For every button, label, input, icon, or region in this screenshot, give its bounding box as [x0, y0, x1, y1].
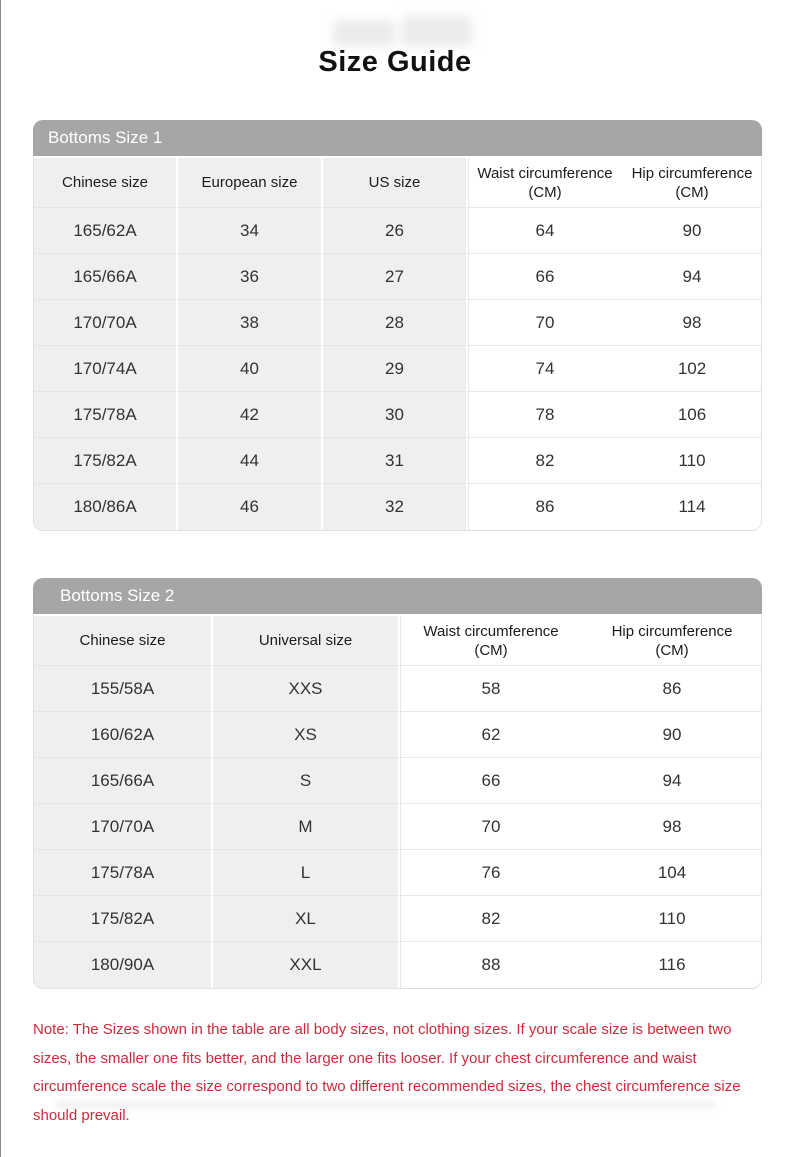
- table-row: [34, 804, 762, 850]
- column-header: European size: [178, 158, 323, 208]
- table-cell: 175/78A: [34, 850, 213, 896]
- table-row: [34, 392, 762, 438]
- table-cell: 66: [468, 254, 621, 300]
- table-cell: 78: [468, 392, 621, 438]
- column-header: US size: [323, 158, 468, 208]
- column-header: Chinese size: [34, 158, 178, 208]
- table-cell: 86: [581, 666, 762, 712]
- table-cell: 76: [400, 850, 581, 896]
- table-cell: 170/70A: [34, 804, 213, 850]
- column-header: Waist circumference (CM): [468, 158, 621, 208]
- table-cell: S: [213, 758, 400, 804]
- table-cell: 31: [323, 438, 468, 484]
- table-cell: 88: [400, 942, 581, 988]
- table-row: [34, 712, 762, 758]
- table-cell: 86: [468, 484, 621, 530]
- column-header: Universal size: [213, 616, 400, 666]
- table-cell: 46: [178, 484, 323, 530]
- table-cell: 70: [468, 300, 621, 346]
- table-title: Bottoms Size 2: [60, 586, 175, 605]
- table-cell: 64: [468, 208, 621, 254]
- table-cell: 40: [178, 346, 323, 392]
- table-cell: 34: [178, 208, 323, 254]
- table-cell: 170/70A: [34, 300, 178, 346]
- table-cell: 62: [400, 712, 581, 758]
- table-cell: 180/86A: [34, 484, 178, 530]
- column-header: Waist circumference (CM): [400, 616, 581, 666]
- watermark: [402, 16, 472, 46]
- table-cell: 70: [400, 804, 581, 850]
- table-cell: 165/66A: [34, 254, 178, 300]
- column-header: Chinese size: [34, 616, 213, 666]
- table-cell: 110: [581, 896, 762, 942]
- table-cell: 38: [178, 300, 323, 346]
- table-row: [34, 254, 762, 300]
- table-cell: 180/90A: [34, 942, 213, 988]
- table-cell: 175/78A: [34, 392, 178, 438]
- table-row: [34, 346, 762, 392]
- table-cell: 102: [621, 346, 762, 392]
- table-cell: XXS: [213, 666, 400, 712]
- table-row: [34, 208, 762, 254]
- table-cell: 110: [621, 438, 762, 484]
- table-cell: 98: [621, 300, 762, 346]
- table-cell: 82: [400, 896, 581, 942]
- table-row: [34, 438, 762, 484]
- table-title: Bottoms Size 1: [48, 128, 163, 147]
- table-cell: 94: [581, 758, 762, 804]
- page-left-border: [0, 0, 1, 1157]
- table-cell: L: [213, 850, 400, 896]
- table-title-bar: [33, 120, 762, 156]
- table-cell: 175/82A: [34, 438, 178, 484]
- size-note: Note: The Sizes shown in the table are all body sizes, not clothing sizes. If your scale size is between two sizes, the smaller one fits better, and the larger one fits looser. If your chest circumference and waist circumference scale the size correspond to two different recommended sizes, the chest circumference size should prevail.: [33, 1021, 741, 1124]
- page-title: Size Guide: [318, 46, 472, 78]
- table-cell: 36: [178, 254, 323, 300]
- table-row: [34, 484, 762, 530]
- table-cell: 58: [400, 666, 581, 712]
- table-cell: 116: [581, 942, 762, 988]
- table-row: [34, 896, 762, 942]
- table-cell: 98: [581, 804, 762, 850]
- table-header-row: [34, 616, 762, 666]
- table-body: [33, 616, 762, 989]
- table-body: [33, 158, 762, 531]
- table-row: [34, 942, 762, 988]
- column-header: Hip circumference (CM): [581, 616, 762, 666]
- table-row: [34, 758, 762, 804]
- table-cell: 44: [178, 438, 323, 484]
- table-cell: XS: [213, 712, 400, 758]
- table-row: [34, 300, 762, 346]
- table-title-bar: [33, 578, 762, 614]
- table-cell: 30: [323, 392, 468, 438]
- table-cell: 104: [581, 850, 762, 896]
- table-cell: 28: [323, 300, 468, 346]
- table-cell: 42: [178, 392, 323, 438]
- table-cell: 32: [323, 484, 468, 530]
- table-cell: M: [213, 804, 400, 850]
- table-cell: 90: [581, 712, 762, 758]
- bottoms-size-1-table: [33, 120, 762, 531]
- table-cell: 82: [468, 438, 621, 484]
- table-cell: XL: [213, 896, 400, 942]
- table-cell: 114: [621, 484, 762, 530]
- table-cell: 175/82A: [34, 896, 213, 942]
- table-cell: 170/74A: [34, 346, 178, 392]
- size-data-table: [34, 158, 762, 530]
- table-cell: 165/66A: [34, 758, 213, 804]
- column-header: Hip circumference (CM): [621, 158, 762, 208]
- table-cell: 66: [400, 758, 581, 804]
- bottoms-size-2-table: [33, 578, 762, 989]
- table-cell: XXL: [213, 942, 400, 988]
- table-cell: 94: [621, 254, 762, 300]
- size-data-table: [34, 616, 762, 988]
- table-cell: 165/62A: [34, 208, 178, 254]
- table-row: [34, 666, 762, 712]
- table-cell: 90: [621, 208, 762, 254]
- table-cell: 155/58A: [34, 666, 213, 712]
- watermark: [333, 20, 395, 46]
- table-row: [34, 850, 762, 896]
- table-cell: 27: [323, 254, 468, 300]
- table-cell: 29: [323, 346, 468, 392]
- table-cell: 74: [468, 346, 621, 392]
- table-cell: 26: [323, 208, 468, 254]
- table-cell: 160/62A: [34, 712, 213, 758]
- table-cell: 106: [621, 392, 762, 438]
- table-header-row: [34, 158, 762, 208]
